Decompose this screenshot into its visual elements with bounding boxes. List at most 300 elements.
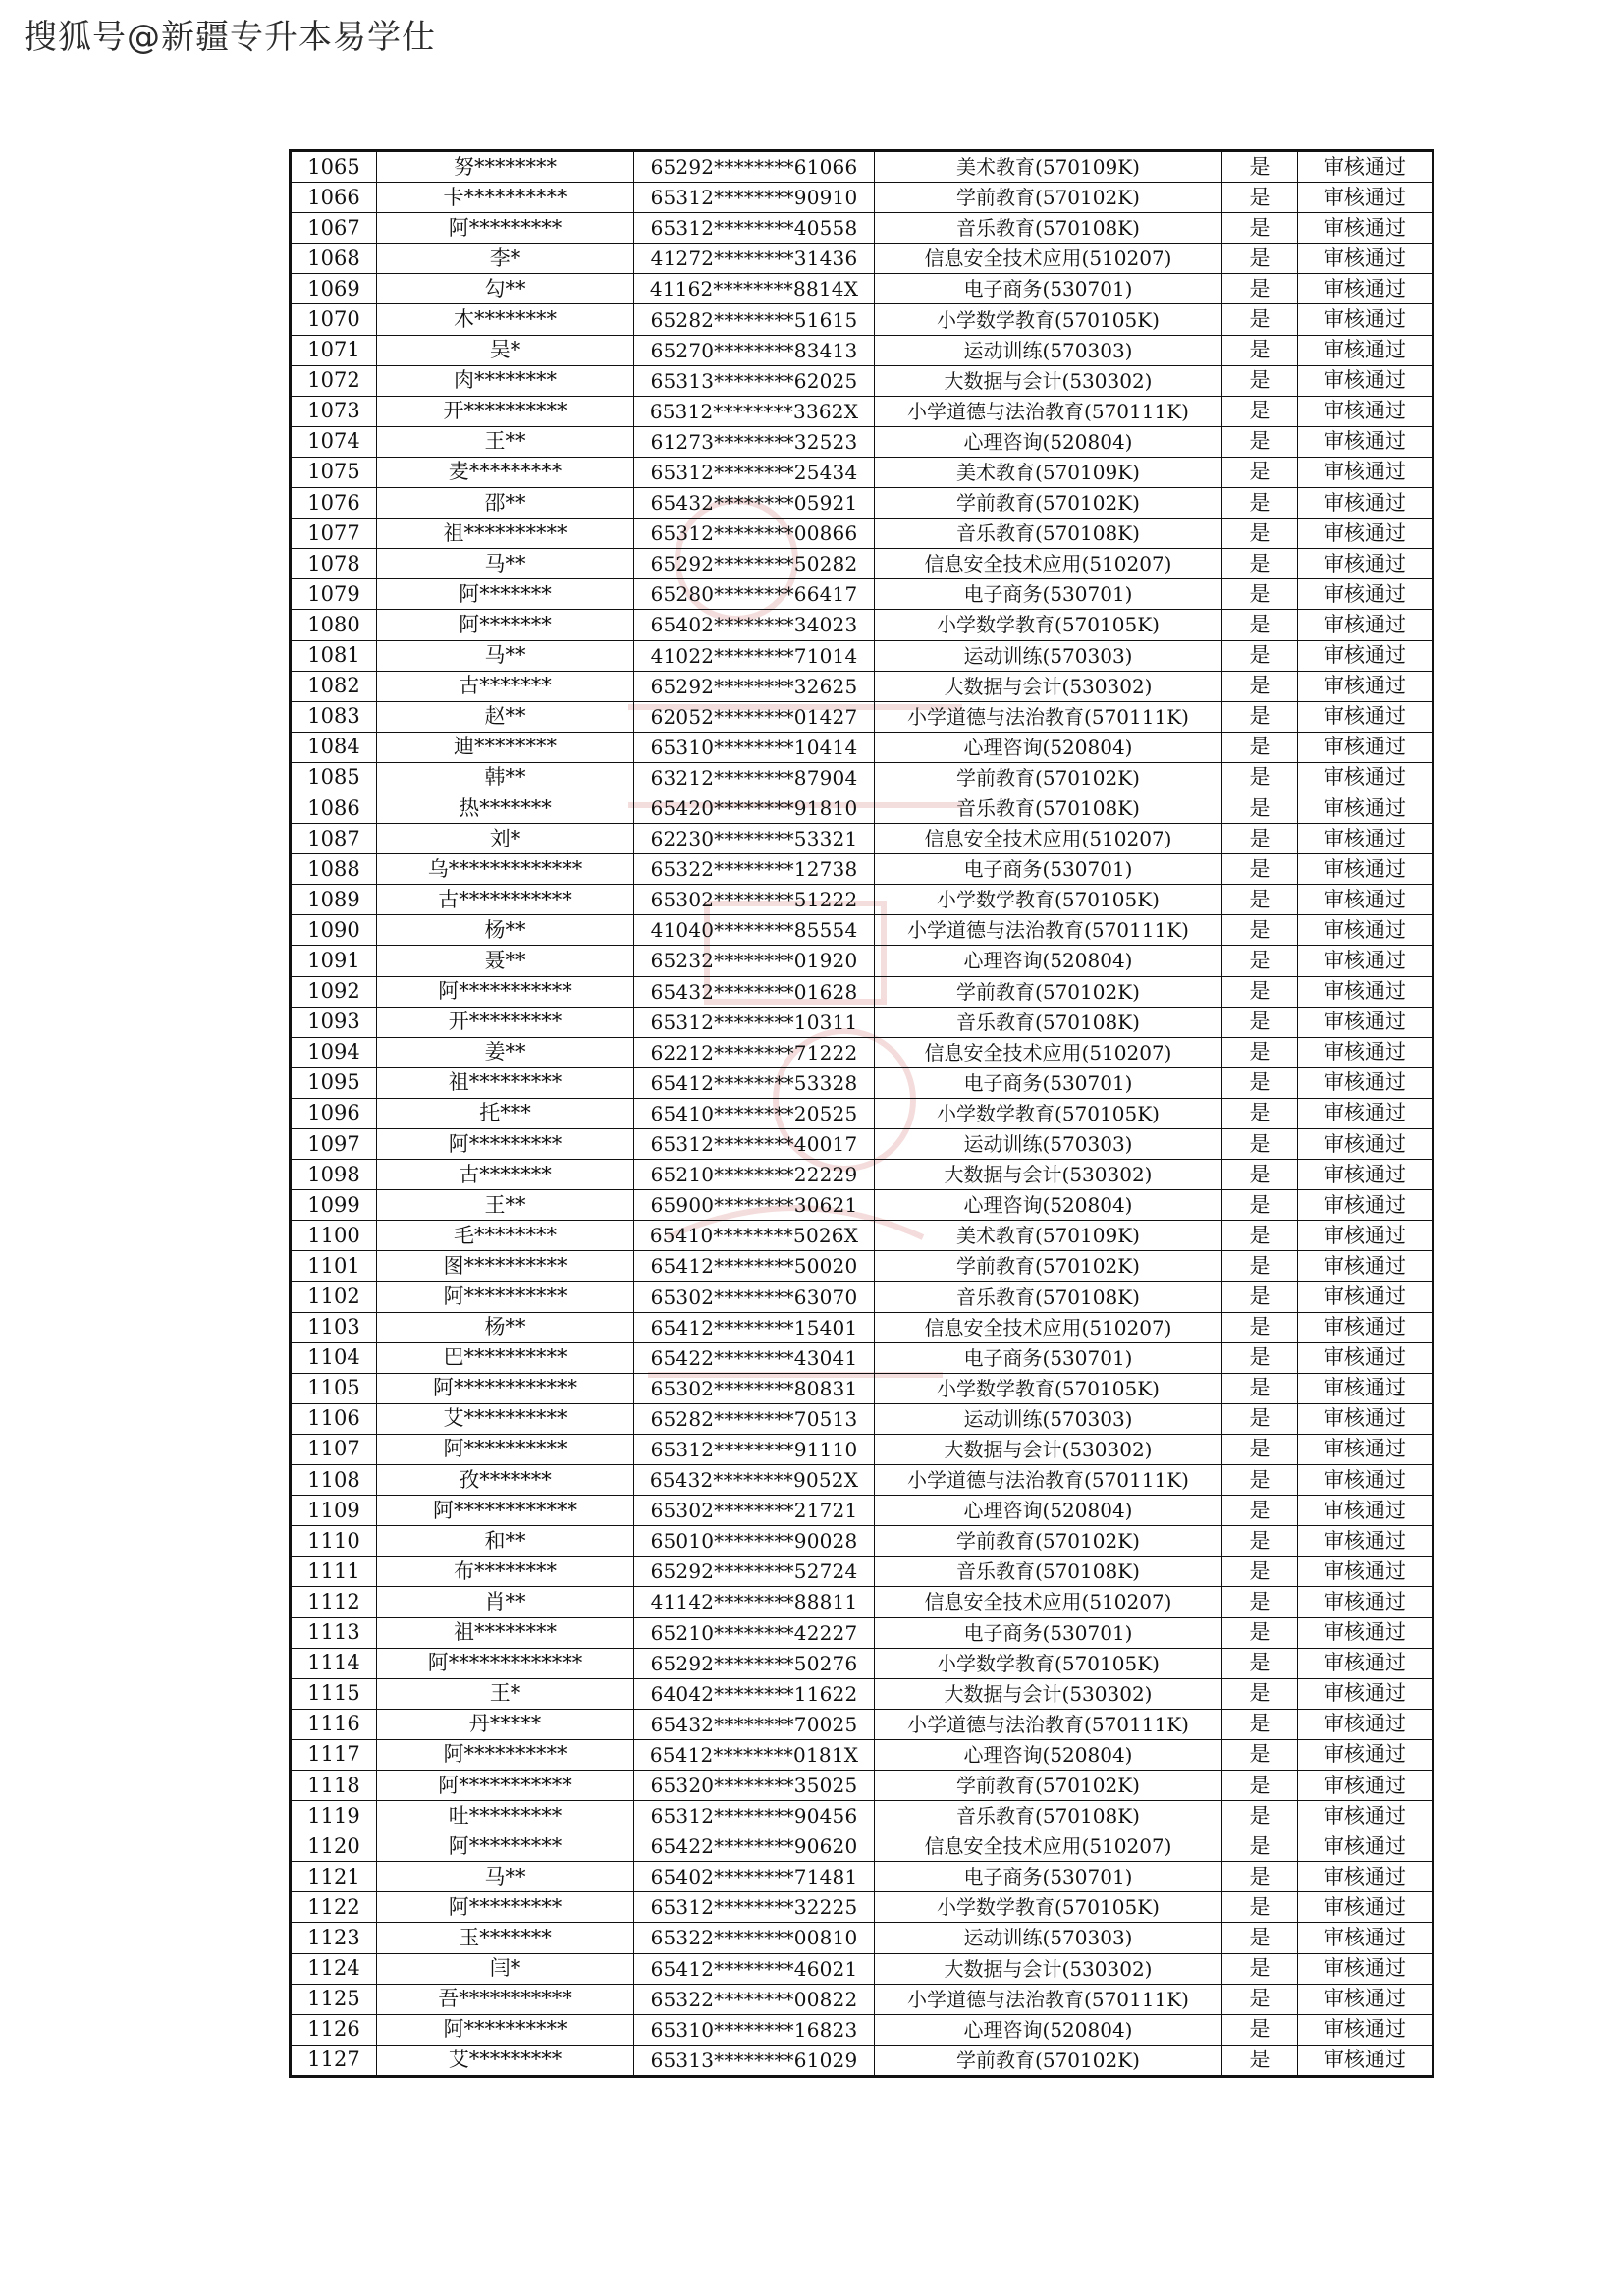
eligible-cell: 是: [1222, 1770, 1298, 1800]
major-cell: 运动训练(570303): [875, 1923, 1222, 1953]
eligible-cell: 是: [1222, 1984, 1298, 2014]
table-row: [291, 762, 1434, 793]
major-cell: 音乐教育(570108K): [875, 1007, 1222, 1037]
eligible-cell: 是: [1222, 1678, 1298, 1709]
row-number-cell: 1087: [291, 824, 377, 854]
table-row: [291, 274, 1434, 304]
table-row: [291, 1953, 1434, 1984]
row-number-cell: 1092: [291, 976, 377, 1007]
table-row: [291, 1739, 1434, 1770]
review-status-cell: 审核通过: [1298, 274, 1434, 304]
major-cell: 学前教育(570102K): [875, 1526, 1222, 1557]
id-number-cell: 65312********00866: [634, 519, 875, 549]
major-cell: 心理咨询(520804): [875, 1190, 1222, 1221]
review-status-cell: 审核通过: [1298, 1892, 1434, 1923]
name-cell: 开*********: [377, 1007, 634, 1037]
name-cell: 阿*******: [377, 610, 634, 640]
name-cell: 聂**: [377, 946, 634, 976]
review-status-cell: 审核通过: [1298, 2045, 1434, 2076]
review-status-cell: 审核通过: [1298, 2014, 1434, 2045]
review-status-cell: 审核通过: [1298, 701, 1434, 732]
table-row: [291, 1129, 1434, 1160]
review-status-cell: 审核通过: [1298, 671, 1434, 701]
row-number-cell: 1124: [291, 1953, 377, 1984]
major-cell: 小学道德与法治教育(570111K): [875, 1984, 1222, 2014]
major-cell: 大数据与会计(530302): [875, 671, 1222, 701]
table-row: [291, 549, 1434, 579]
eligible-cell: 是: [1222, 304, 1298, 335]
table-row: [291, 1678, 1434, 1709]
major-cell: 电子商务(530701): [875, 274, 1222, 304]
major-cell: 美术教育(570109K): [875, 1221, 1222, 1251]
id-number-cell: 65310********10414: [634, 732, 875, 762]
table-row: [291, 244, 1434, 274]
row-number-cell: 1118: [291, 1770, 377, 1800]
table-row: [291, 335, 1434, 365]
major-cell: 小学数学教育(570105K): [875, 304, 1222, 335]
table-row: [291, 671, 1434, 701]
review-status-cell: 审核通过: [1298, 457, 1434, 487]
eligible-cell: 是: [1222, 1709, 1298, 1739]
review-status-cell: 审核通过: [1298, 824, 1434, 854]
table-row: [291, 1098, 1434, 1128]
row-number-cell: 1079: [291, 579, 377, 610]
eligible-cell: 是: [1222, 396, 1298, 426]
eligible-cell: 是: [1222, 1465, 1298, 1496]
table-row: [291, 488, 1434, 519]
id-number-cell: 65412********50020: [634, 1251, 875, 1282]
row-number-cell: 1090: [291, 915, 377, 946]
table-row: [291, 1160, 1434, 1190]
eligible-cell: 是: [1222, 1953, 1298, 1984]
row-number-cell: 1111: [291, 1557, 377, 1587]
row-number-cell: 1093: [291, 1007, 377, 1037]
name-cell: 孜*******: [377, 1465, 634, 1496]
name-cell: 杨**: [377, 1312, 634, 1342]
major-cell: 信息安全技术应用(510207): [875, 1831, 1222, 1862]
id-number-cell: 64042********11622: [634, 1678, 875, 1709]
row-number-cell: 1115: [291, 1678, 377, 1709]
id-number-cell: 65292********61066: [634, 151, 875, 183]
eligible-cell: 是: [1222, 365, 1298, 396]
row-number-cell: 1098: [291, 1160, 377, 1190]
eligible-cell: 是: [1222, 274, 1298, 304]
major-cell: 学前教育(570102K): [875, 2045, 1222, 2076]
major-cell: 小学道德与法治教育(570111K): [875, 701, 1222, 732]
eligible-cell: 是: [1222, 1862, 1298, 1892]
eligible-cell: 是: [1222, 1403, 1298, 1434]
table-row: [291, 1282, 1434, 1312]
review-status-cell: 审核通过: [1298, 1496, 1434, 1526]
id-number-cell: 65210********42227: [634, 1617, 875, 1648]
eligible-cell: 是: [1222, 1373, 1298, 1403]
table-row: [291, 213, 1434, 244]
row-number-cell: 1076: [291, 488, 377, 519]
id-number-cell: 65900********30621: [634, 1190, 875, 1221]
major-cell: 电子商务(530701): [875, 1862, 1222, 1892]
table-row: [291, 885, 1434, 915]
major-cell: 电子商务(530701): [875, 579, 1222, 610]
review-status-cell: 审核通过: [1298, 915, 1434, 946]
table-row: [291, 732, 1434, 762]
eligible-cell: 是: [1222, 579, 1298, 610]
eligible-cell: 是: [1222, 1892, 1298, 1923]
table-row: [291, 1373, 1434, 1403]
row-number-cell: 1113: [291, 1617, 377, 1648]
id-number-cell: 65310********16823: [634, 2014, 875, 2045]
eligible-cell: 是: [1222, 1434, 1298, 1464]
review-status-cell: 审核通过: [1298, 1037, 1434, 1067]
row-number-cell: 1099: [291, 1190, 377, 1221]
id-number-cell: 62052********01427: [634, 701, 875, 732]
table-row: [291, 426, 1434, 457]
name-cell: 巴**********: [377, 1342, 634, 1373]
major-cell: 美术教育(570109K): [875, 457, 1222, 487]
review-status-cell: 审核通过: [1298, 151, 1434, 183]
id-number-cell: 65322********00822: [634, 1984, 875, 2014]
id-number-cell: 65412********0181X: [634, 1739, 875, 1770]
name-cell: 肉********: [377, 365, 634, 396]
row-number-cell: 1084: [291, 732, 377, 762]
review-status-cell: 审核通过: [1298, 1160, 1434, 1190]
name-cell: 古*******: [377, 671, 634, 701]
name-cell: 王**: [377, 426, 634, 457]
row-number-cell: 1072: [291, 365, 377, 396]
id-number-cell: 61273********32523: [634, 426, 875, 457]
eligible-cell: 是: [1222, 1190, 1298, 1221]
review-status-cell: 审核通过: [1298, 1403, 1434, 1434]
name-cell: 姜**: [377, 1037, 634, 1067]
name-cell: 马**: [377, 1862, 634, 1892]
table-row: [291, 915, 1434, 946]
major-cell: 电子商务(530701): [875, 1342, 1222, 1373]
name-cell: 毛********: [377, 1221, 634, 1251]
name-cell: 阿************: [377, 1373, 634, 1403]
id-number-cell: 41162********8814X: [634, 274, 875, 304]
eligible-cell: 是: [1222, 1496, 1298, 1526]
table-row: [291, 1892, 1434, 1923]
name-cell: 古*******: [377, 1160, 634, 1190]
id-number-cell: 65292********52724: [634, 1557, 875, 1587]
major-cell: 电子商务(530701): [875, 854, 1222, 885]
review-status-cell: 审核通过: [1298, 244, 1434, 274]
name-cell: 阿*********: [377, 1129, 634, 1160]
eligible-cell: 是: [1222, 1557, 1298, 1587]
name-cell: 吴*: [377, 335, 634, 365]
eligible-cell: 是: [1222, 213, 1298, 244]
row-number-cell: 1100: [291, 1221, 377, 1251]
row-number-cell: 1085: [291, 762, 377, 793]
major-cell: 学前教育(570102K): [875, 183, 1222, 213]
major-cell: 音乐教育(570108K): [875, 1801, 1222, 1831]
table-row: [291, 1342, 1434, 1373]
id-number-cell: 65232********01920: [634, 946, 875, 976]
id-number-cell: 65312********10311: [634, 1007, 875, 1037]
eligible-cell: 是: [1222, 1342, 1298, 1373]
row-number-cell: 1107: [291, 1434, 377, 1464]
major-cell: 小学道德与法治教育(570111K): [875, 1709, 1222, 1739]
table-row: [291, 1251, 1434, 1282]
table-row: [291, 976, 1434, 1007]
id-number-cell: 62230********53321: [634, 824, 875, 854]
table-row: [291, 1434, 1434, 1464]
name-cell: 努********: [377, 151, 634, 183]
row-number-cell: 1104: [291, 1342, 377, 1373]
id-number-cell: 65280********66417: [634, 579, 875, 610]
row-number-cell: 1096: [291, 1098, 377, 1128]
review-status-cell: 审核通过: [1298, 396, 1434, 426]
row-number-cell: 1065: [291, 151, 377, 183]
name-cell: 祖********: [377, 1617, 634, 1648]
review-status-cell: 审核通过: [1298, 640, 1434, 671]
review-status-cell: 审核通过: [1298, 1557, 1434, 1587]
major-cell: 信息安全技术应用(510207): [875, 549, 1222, 579]
review-status-cell: 审核通过: [1298, 1678, 1434, 1709]
row-number-cell: 1091: [291, 946, 377, 976]
eligible-cell: 是: [1222, 1007, 1298, 1037]
table-row: [291, 946, 1434, 976]
review-status-cell: 审核通过: [1298, 1953, 1434, 1984]
review-status-cell: 审核通过: [1298, 1342, 1434, 1373]
review-status-cell: 审核通过: [1298, 1067, 1434, 1098]
row-number-cell: 1116: [291, 1709, 377, 1739]
major-cell: 音乐教育(570108K): [875, 793, 1222, 823]
name-cell: 阿**********: [377, 2014, 634, 2045]
id-number-cell: 41022********71014: [634, 640, 875, 671]
major-cell: 大数据与会计(530302): [875, 1953, 1222, 1984]
table-row: [291, 579, 1434, 610]
id-number-cell: 65312********40558: [634, 213, 875, 244]
id-number-cell: 65432********05921: [634, 488, 875, 519]
table-row: [291, 2045, 1434, 2076]
id-number-cell: 65282********51615: [634, 304, 875, 335]
review-status-cell: 审核通过: [1298, 1251, 1434, 1282]
id-number-cell: 65412********15401: [634, 1312, 875, 1342]
major-cell: 心理咨询(520804): [875, 732, 1222, 762]
eligible-cell: 是: [1222, 976, 1298, 1007]
id-number-cell: 65292********50282: [634, 549, 875, 579]
major-cell: 学前教育(570102K): [875, 1770, 1222, 1800]
name-cell: 马**: [377, 549, 634, 579]
review-status-cell: 审核通过: [1298, 1648, 1434, 1678]
id-number-cell: 65432********70025: [634, 1709, 875, 1739]
row-number-cell: 1105: [291, 1373, 377, 1403]
table-row: [291, 701, 1434, 732]
table-row: [291, 640, 1434, 671]
eligible-cell: 是: [1222, 701, 1298, 732]
id-number-cell: 65312********25434: [634, 457, 875, 487]
major-cell: 运动训练(570303): [875, 1403, 1222, 1434]
major-cell: 音乐教育(570108K): [875, 1282, 1222, 1312]
name-cell: 阿**********: [377, 1739, 634, 1770]
major-cell: 学前教育(570102K): [875, 762, 1222, 793]
major-cell: 小学数学教育(570105K): [875, 1648, 1222, 1678]
id-number-cell: 65210********22229: [634, 1160, 875, 1190]
name-cell: 祖*********: [377, 1067, 634, 1098]
row-number-cell: 1097: [291, 1129, 377, 1160]
major-cell: 小学数学教育(570105K): [875, 885, 1222, 915]
name-cell: 阿*********: [377, 213, 634, 244]
major-cell: 小学道德与法治教育(570111K): [875, 915, 1222, 946]
id-number-cell: 65410********5026X: [634, 1221, 875, 1251]
name-cell: 阿************: [377, 1496, 634, 1526]
review-status-cell: 审核通过: [1298, 1434, 1434, 1464]
id-number-cell: 65302********63070: [634, 1282, 875, 1312]
name-cell: 杨**: [377, 915, 634, 946]
eligible-cell: 是: [1222, 1098, 1298, 1128]
eligible-cell: 是: [1222, 1617, 1298, 1648]
row-number-cell: 1120: [291, 1831, 377, 1862]
table-row: [291, 396, 1434, 426]
review-status-cell: 审核通过: [1298, 854, 1434, 885]
review-status-cell: 审核通过: [1298, 1465, 1434, 1496]
id-number-cell: 65302********80831: [634, 1373, 875, 1403]
name-cell: 艾**********: [377, 1403, 634, 1434]
name-cell: 吾***********: [377, 1984, 634, 2014]
name-cell: 阿*************: [377, 1648, 634, 1678]
id-number-cell: 65302********51222: [634, 885, 875, 915]
major-cell: 心理咨询(520804): [875, 2014, 1222, 2045]
name-cell: 阿**********: [377, 1434, 634, 1464]
id-number-cell: 65412********53328: [634, 1067, 875, 1098]
roster-table: [289, 149, 1434, 2078]
review-status-cell: 审核通过: [1298, 426, 1434, 457]
name-cell: 吐*********: [377, 1801, 634, 1831]
major-cell: 心理咨询(520804): [875, 946, 1222, 976]
review-status-cell: 审核通过: [1298, 1190, 1434, 1221]
table-row: [291, 1862, 1434, 1892]
row-number-cell: 1081: [291, 640, 377, 671]
table-row: [291, 1648, 1434, 1678]
name-cell: 勾**: [377, 274, 634, 304]
row-number-cell: 1067: [291, 213, 377, 244]
row-number-cell: 1089: [291, 885, 377, 915]
eligible-cell: 是: [1222, 1923, 1298, 1953]
major-cell: 大数据与会计(530302): [875, 1434, 1222, 1464]
name-cell: 王**: [377, 1190, 634, 1221]
table-row: [291, 1770, 1434, 1800]
id-number-cell: 65312********90456: [634, 1801, 875, 1831]
name-cell: 开**********: [377, 396, 634, 426]
major-cell: 大数据与会计(530302): [875, 1678, 1222, 1709]
id-number-cell: 65422********90620: [634, 1831, 875, 1862]
eligible-cell: 是: [1222, 824, 1298, 854]
eligible-cell: 是: [1222, 1739, 1298, 1770]
table-row: [291, 1923, 1434, 1953]
row-number-cell: 1074: [291, 426, 377, 457]
table-row: [291, 1831, 1434, 1862]
id-number-cell: 65010********90028: [634, 1526, 875, 1557]
major-cell: 小学道德与法治教育(570111K): [875, 1465, 1222, 1496]
eligible-cell: 是: [1222, 946, 1298, 976]
name-cell: 和**: [377, 1526, 634, 1557]
id-number-cell: 65412********46021: [634, 1953, 875, 1984]
review-status-cell: 审核通过: [1298, 488, 1434, 519]
name-cell: 玉*******: [377, 1923, 634, 1953]
id-number-cell: 62212********71222: [634, 1037, 875, 1067]
eligible-cell: 是: [1222, 2045, 1298, 2076]
review-status-cell: 审核通过: [1298, 1862, 1434, 1892]
id-number-cell: 65292********50276: [634, 1648, 875, 1678]
eligible-cell: 是: [1222, 1221, 1298, 1251]
review-status-cell: 审核通过: [1298, 1984, 1434, 2014]
name-cell: 迪********: [377, 732, 634, 762]
row-number-cell: 1121: [291, 1862, 377, 1892]
name-cell: 阿*******: [377, 579, 634, 610]
row-number-cell: 1071: [291, 335, 377, 365]
eligible-cell: 是: [1222, 1801, 1298, 1831]
row-number-cell: 1125: [291, 1984, 377, 2014]
id-number-cell: 65410********20525: [634, 1098, 875, 1128]
table-row: [291, 2014, 1434, 2045]
row-number-cell: 1106: [291, 1403, 377, 1434]
name-cell: 李*: [377, 244, 634, 274]
id-number-cell: 65322********12738: [634, 854, 875, 885]
row-number-cell: 1070: [291, 304, 377, 335]
name-cell: 图**********: [377, 1251, 634, 1282]
eligible-cell: 是: [1222, 1037, 1298, 1067]
row-number-cell: 1078: [291, 549, 377, 579]
review-status-cell: 审核通过: [1298, 183, 1434, 213]
review-status-cell: 审核通过: [1298, 335, 1434, 365]
major-cell: 信息安全技术应用(510207): [875, 1312, 1222, 1342]
major-cell: 学前教育(570102K): [875, 1251, 1222, 1282]
review-status-cell: 审核通过: [1298, 1770, 1434, 1800]
review-status-cell: 审核通过: [1298, 732, 1434, 762]
review-status-cell: 审核通过: [1298, 1831, 1434, 1862]
row-number-cell: 1110: [291, 1526, 377, 1557]
row-number-cell: 1102: [291, 1282, 377, 1312]
id-number-cell: 65432********9052X: [634, 1465, 875, 1496]
review-status-cell: 审核通过: [1298, 1709, 1434, 1739]
table-row: [291, 1557, 1434, 1587]
major-cell: 音乐教育(570108K): [875, 519, 1222, 549]
row-number-cell: 1094: [291, 1037, 377, 1067]
id-number-cell: 65312********90910: [634, 183, 875, 213]
id-number-cell: 65312********91110: [634, 1434, 875, 1464]
table-row: [291, 1465, 1434, 1496]
review-status-cell: 审核通过: [1298, 1098, 1434, 1128]
major-cell: 小学数学教育(570105K): [875, 610, 1222, 640]
major-cell: 电子商务(530701): [875, 1067, 1222, 1098]
row-number-cell: 1117: [291, 1739, 377, 1770]
table-row: [291, 1312, 1434, 1342]
table-row: [291, 1617, 1434, 1648]
name-cell: 丹*****: [377, 1709, 634, 1739]
row-number-cell: 1068: [291, 244, 377, 274]
table-row: [291, 1067, 1434, 1098]
name-cell: 托***: [377, 1098, 634, 1128]
id-number-cell: 65313********61029: [634, 2045, 875, 2076]
major-cell: 小学数学教育(570105K): [875, 1892, 1222, 1923]
eligible-cell: 是: [1222, 1587, 1298, 1617]
eligible-cell: 是: [1222, 640, 1298, 671]
major-cell: 学前教育(570102K): [875, 488, 1222, 519]
review-status-cell: 审核通过: [1298, 519, 1434, 549]
major-cell: 运动训练(570303): [875, 640, 1222, 671]
table-row: [291, 793, 1434, 823]
review-status-cell: 审核通过: [1298, 549, 1434, 579]
eligible-cell: 是: [1222, 519, 1298, 549]
review-status-cell: 审核通过: [1298, 579, 1434, 610]
name-cell: 阿***********: [377, 976, 634, 1007]
id-number-cell: 65313********62025: [634, 365, 875, 396]
review-status-cell: 审核通过: [1298, 1221, 1434, 1251]
eligible-cell: 是: [1222, 915, 1298, 946]
id-number-cell: 65422********43041: [634, 1342, 875, 1373]
eligible-cell: 是: [1222, 549, 1298, 579]
row-number-cell: 1112: [291, 1587, 377, 1617]
